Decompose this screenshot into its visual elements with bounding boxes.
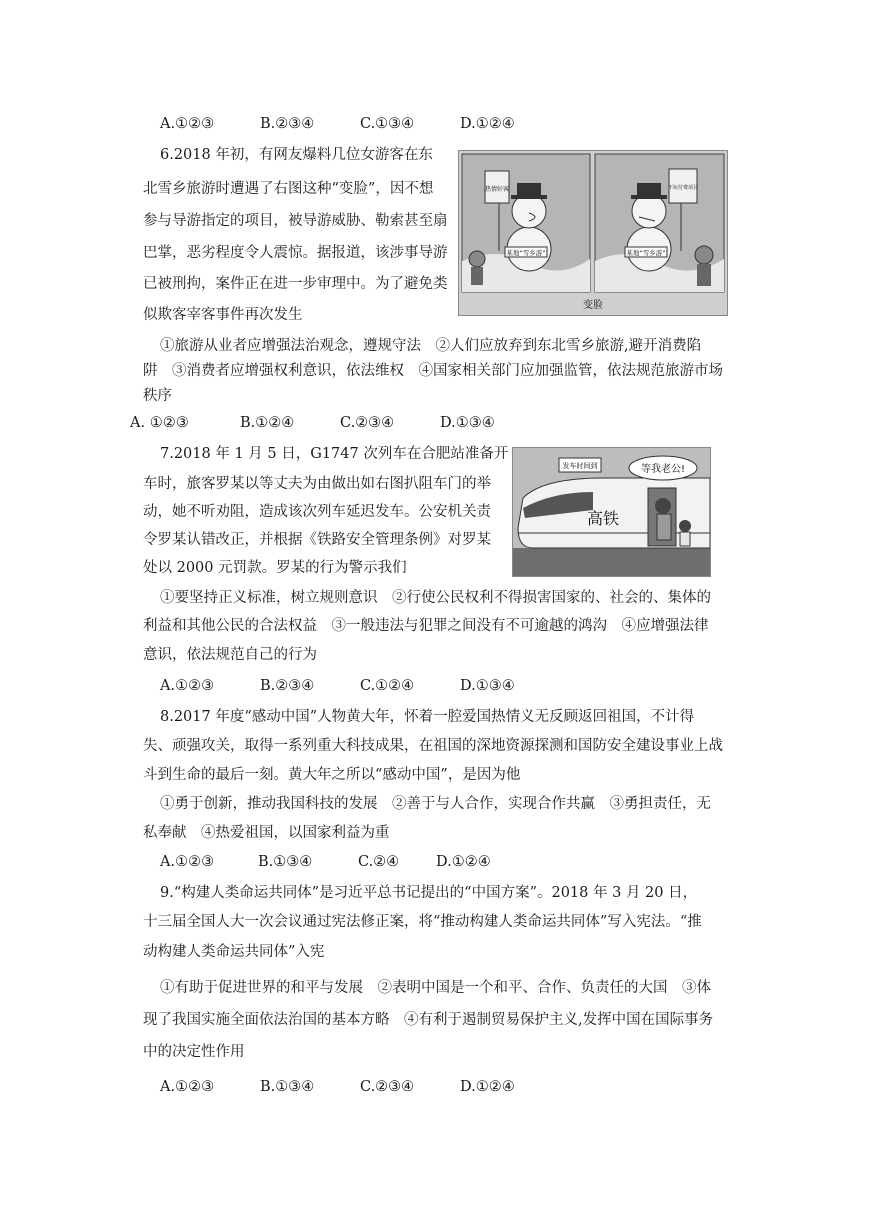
q7-option-a[interactable]: A.①②③ xyxy=(160,678,215,694)
q6-statement-line: ①旅游从业者应增强法治观念，遵规守法 ②人们应放弃到东北雪乡旅游,避开消费陷 xyxy=(160,338,702,354)
q6-stem-line: 已被刑拘，案件正在进一步审理中。为了避免类 xyxy=(143,276,448,292)
q8-option-d[interactable]: D.①②④ xyxy=(436,854,491,870)
q6-cartoon-caption: 变脸 xyxy=(583,300,603,311)
q7-stem-line: 令罗某认错改正，并根据《铁路安全管理条例》对罗某 xyxy=(143,532,491,548)
q9-option-a[interactable]: A.①②③ xyxy=(160,1079,215,1095)
q6-stem-line: 6.2018 年初，有网友爆料几位女游客在东 xyxy=(160,147,433,163)
q8-stem-line: 失、顽强攻关，取得一系列重大科技成果，在祖国的深地资源探测和国防安全建设事业上战 xyxy=(143,738,723,754)
q9-stem-line: 动构建人类命运共同体”入宪 xyxy=(143,944,325,960)
q5-option-d[interactable]: D.①②④ xyxy=(460,116,515,132)
q8-option-a[interactable]: A.①②③ xyxy=(160,854,215,870)
q6-option-d[interactable]: D.①③④ xyxy=(440,415,495,431)
q5-option-c[interactable]: C.①③④ xyxy=(360,116,415,132)
q8-statement-line: 私奉献 ④热爱祖国，以国家利益为重 xyxy=(143,825,390,841)
q8-option-c[interactable]: C.②④ xyxy=(358,854,400,870)
q7-statement-line: ①要坚持正义标准，树立规则意识 ②行使公民权利不得损害国家的、社会的、集体的 xyxy=(160,590,711,606)
q8-stem-line: 8.2017 年度“感动中国”人物黄大年，怀着一腔爱国热情义无反顾返回祖国，不计得 xyxy=(160,709,695,725)
q6-stem-line: 北雪乡旅游时遭遇了右图这种“变脸”，因不想 xyxy=(143,181,434,197)
q7-statement-line: 利益和其他公民的合法权益 ③一般违法与犯罪之间没有不可逾越的鸿沟 ④应增强法律 xyxy=(143,618,709,634)
train-cartoon-illustration xyxy=(513,448,710,576)
q9-option-c[interactable]: C.②③④ xyxy=(360,1079,415,1095)
q6-flag2-text: 不玩付费项目 xyxy=(667,185,699,191)
q8-statement-line: ①勇于创新，推动我国科技的发展 ②善于与人合作，实现合作共赢 ③勇担责任，无 xyxy=(160,796,711,812)
q7-stem-line: 车时，旅客罗某以等丈夫为由做出如右图扒阻车门的举 xyxy=(143,476,491,492)
q6-stem-line: 参与导游指定的项目，被导游威胁、勒索甚至扇 xyxy=(143,213,448,229)
q8-stem-line: 斗到生命的最后一刻。黄大年之所以“感动中国”，是因为他 xyxy=(143,767,521,783)
q5-option-a[interactable]: A.①②③ xyxy=(160,116,215,132)
q9-option-d[interactable]: D.①②④ xyxy=(460,1079,515,1095)
q7-cartoon-speech: 等我老公! xyxy=(640,464,686,475)
q9-stem-line: 9.“构建人类命运共同体”是习近平总书记提出的“中国方案”。2018 年 3 月 20 日， xyxy=(160,885,698,901)
q7-stem-line: 7.2018 年 1 月 5 日，G1747 次列车在合肥站准备开 xyxy=(160,446,509,462)
q7-stem-line: 动，她不听劝阻，造成该次列车延迟发车。公安机关责 xyxy=(143,504,491,520)
q9-stem-line: 十三届全国人大一次会议通过宪法修正案，将“推动构建人类命运共同体”写入宪法。“推 xyxy=(143,914,702,930)
q7-cartoon-image xyxy=(512,447,711,577)
q6-option-a[interactable]: A. ①②③ xyxy=(130,415,189,431)
q7-stem-line: 处以 2000 元罚款。罗某的行为警示我们 xyxy=(143,560,407,576)
q9-statement-line: 现了我国实施全面依法治国的基本方略 ④有利于遏制贸易保护主义,发挥中国在国际事务 xyxy=(143,1012,714,1028)
q5-option-b[interactable]: B.②③④ xyxy=(260,116,315,132)
q7-option-c[interactable]: C.①②④ xyxy=(360,678,415,694)
q6-panel1-sign: 某地“雪乡游” xyxy=(506,249,546,257)
q7-option-b[interactable]: B.②③④ xyxy=(260,678,315,694)
q9-option-b[interactable]: B.①③④ xyxy=(260,1079,315,1095)
q6-panel2-sign: 某地“雪乡游” xyxy=(626,249,666,257)
q9-statement-line: 中的决定性作用 xyxy=(143,1044,245,1060)
q6-stem-line: 巴掌，恶劣程度令人震惊。据报道，该涉事导游 xyxy=(143,245,448,261)
q8-option-b[interactable]: B.①③④ xyxy=(258,854,313,870)
q6-option-c[interactable]: C.②③④ xyxy=(340,415,395,431)
q7-option-d[interactable]: D.①③④ xyxy=(460,678,515,694)
q6-option-b[interactable]: B.①②④ xyxy=(240,415,295,431)
q6-statement-line: 阱 ③消费者应增强权利意识，依法维权 ④国家相关部门应加强监管，依法规范旅游市场 xyxy=(143,363,723,379)
q7-train-label: 高铁 xyxy=(586,509,620,528)
snowman-cartoon-illustration xyxy=(459,151,727,315)
q6-flag1-text: 热情好客 xyxy=(484,186,510,193)
q7-cartoon-sign: 发车时间到 xyxy=(562,462,598,470)
q7-statement-line: 意识，依法规范自己的行为 xyxy=(143,647,317,663)
q9-statement-line: ①有助于促进世界的和平与发展 ②表明中国是一个和平、合作、负责任的大国 ③体 xyxy=(160,980,711,996)
q6-statement-line: 秩序 xyxy=(143,388,172,404)
q6-stem-line: 似欺客宰客事件再次发生 xyxy=(143,307,303,323)
q6-cartoon-image xyxy=(458,150,728,316)
